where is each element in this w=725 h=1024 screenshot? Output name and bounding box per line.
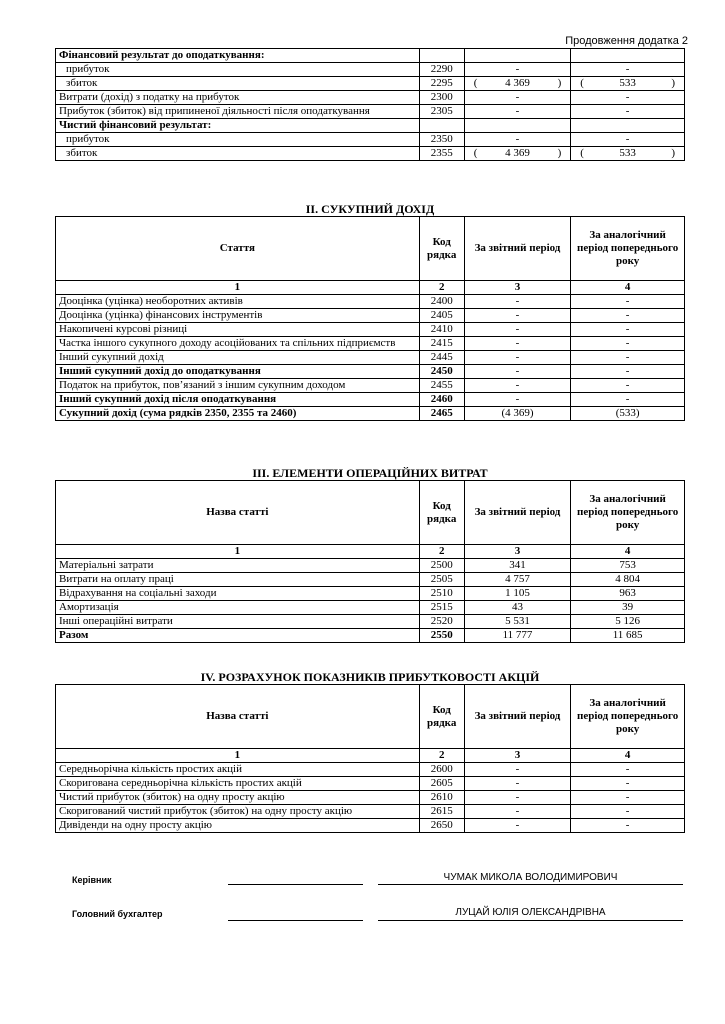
table-row (56, 309, 685, 323)
previous-period-value: (533) (615, 407, 640, 419)
row-label: збиток (56, 147, 420, 161)
current-period-value-cell (464, 49, 571, 63)
col-header-code: Код рядка (419, 685, 464, 749)
row-code: 2505 (419, 573, 464, 587)
previous-period-value-cell (571, 407, 685, 421)
table-row (56, 119, 685, 133)
current-period-value: - (515, 337, 520, 349)
parenthesized-value (574, 77, 681, 90)
table-row (56, 587, 685, 601)
continuation-note: Продовження додатка 2 (565, 35, 688, 47)
close-paren: ) (557, 77, 562, 89)
previous-period-value-cell (571, 337, 685, 351)
current-period-value-cell (464, 629, 571, 643)
col-number: 4 (571, 749, 685, 763)
open-paren: ( (473, 77, 478, 89)
col-number: 4 (571, 281, 685, 295)
row-code: 2650 (419, 819, 464, 833)
col-header-item: Назва статті (56, 685, 420, 749)
previous-period-value: - (625, 351, 630, 363)
previous-period-value-cell (571, 105, 685, 119)
previous-period-value: 39 (622, 601, 634, 613)
row-label: Амортизація (56, 601, 420, 615)
director-label: Керівник (72, 875, 112, 885)
previous-period-value-cell (571, 573, 685, 587)
row-label: Дооцінка (уцінка) фінансових інструментів (56, 309, 420, 323)
current-period-value: - (515, 819, 520, 831)
col-header-previous: За аналогічний період попереднього року (571, 217, 685, 281)
row-label: Дооцінка (уцінка) необоротних активів (56, 295, 420, 309)
current-period-value: - (515, 777, 520, 789)
col-number: 3 (464, 545, 571, 559)
col-header-code: Код рядка (419, 217, 464, 281)
col-number: 1 (56, 545, 420, 559)
current-period-value: - (515, 763, 520, 775)
row-code: 2405 (419, 309, 464, 323)
row-code: 2465 (419, 407, 464, 421)
row-code (419, 119, 464, 133)
previous-period-value-cell (571, 49, 685, 63)
table-row (56, 133, 685, 147)
previous-period-value: - (625, 295, 630, 307)
row-code: 2295 (419, 77, 464, 91)
table-row (56, 777, 685, 791)
col-number: 2 (419, 281, 464, 295)
table-row (56, 147, 685, 161)
previous-period-value-cell (571, 91, 685, 105)
accountant-label: Головний бухгалтер (72, 909, 163, 919)
parenthesized-value (468, 77, 568, 90)
table-row (56, 573, 685, 587)
previous-period-value: - (625, 105, 630, 117)
previous-period-value-cell (571, 791, 685, 805)
col-number: 3 (464, 281, 571, 295)
previous-period-value: - (625, 763, 630, 775)
row-code: 2500 (419, 559, 464, 573)
current-period-value: - (515, 295, 520, 307)
previous-period-value-cell (571, 133, 685, 147)
previous-period-value: - (625, 393, 630, 405)
row-label: прибуток (56, 63, 420, 77)
current-period-value: - (515, 309, 520, 321)
row-code: 2350 (419, 133, 464, 147)
accountant-name-line (378, 920, 683, 921)
row-label: Інші операційні витрати (56, 615, 420, 629)
previous-period-value-cell (571, 805, 685, 819)
previous-period-value: - (625, 791, 630, 803)
previous-period-value: - (625, 337, 630, 349)
row-code: 2400 (419, 295, 464, 309)
current-period-value-cell (464, 407, 571, 421)
row-label: Скоригована середньорічна кількість простих акцій (56, 777, 420, 791)
current-period-value: - (515, 323, 520, 335)
current-period-value: 5 531 (505, 615, 530, 627)
previous-period-value-cell (571, 819, 685, 833)
current-period-value-cell (464, 615, 571, 629)
close-paren: ) (557, 147, 562, 159)
table-row (56, 105, 685, 119)
current-period-value-cell (464, 351, 571, 365)
row-label: Інший сукупний дохід (56, 351, 420, 365)
row-code (419, 49, 464, 63)
current-period-value: 341 (509, 559, 526, 571)
previous-period-value: - (625, 133, 630, 145)
previous-period-value-cell (571, 365, 685, 379)
row-label: Інший сукупний дохід до оподаткування (56, 365, 420, 379)
row-label: збиток (56, 77, 420, 91)
previous-period-value: - (625, 819, 630, 831)
current-period-value-cell (464, 819, 571, 833)
col-number: 1 (56, 749, 420, 763)
current-period-value: - (515, 393, 520, 405)
current-period-value: - (515, 133, 520, 145)
current-period-value-cell (464, 147, 571, 161)
row-label: Податок на прибуток, пов’язаний з іншим сукупним доходом (56, 379, 420, 393)
previous-period-value: - (625, 365, 630, 377)
previous-period-value: - (625, 379, 630, 391)
current-period-value-cell (464, 559, 571, 573)
current-period-value-cell (464, 105, 571, 119)
row-code: 2510 (419, 587, 464, 601)
current-period-value-cell (464, 365, 571, 379)
table-body (56, 559, 685, 643)
current-period-value-cell (464, 323, 571, 337)
close-paren: ) (671, 77, 675, 89)
section-title-comprehensive-income: II. СУКУПНИЙ ДОХІД (305, 202, 435, 216)
current-period-value-cell (464, 763, 571, 777)
current-period-value-cell (464, 587, 571, 601)
row-label: Сукупний дохід (сума рядків 2350, 2355 та 2460) (56, 407, 420, 421)
row-code: 2450 (419, 365, 464, 379)
row-code: 2605 (419, 777, 464, 791)
row-code: 2290 (419, 63, 464, 77)
current-period-value: 4 369 (505, 77, 530, 89)
previous-period-value-cell (571, 119, 685, 133)
table-row (56, 91, 685, 105)
row-code: 2300 (419, 91, 464, 105)
current-period-value-cell (464, 393, 571, 407)
current-period-value: 4 757 (505, 573, 530, 585)
previous-period-value-cell (571, 629, 685, 643)
table-row (56, 323, 685, 337)
previous-period-value-cell (571, 323, 685, 337)
director-signature-line (228, 884, 363, 885)
row-code: 2610 (419, 791, 464, 805)
current-period-value-cell (464, 119, 571, 133)
current-period-value-cell (464, 309, 571, 323)
table-row (56, 615, 685, 629)
col-header-code: Код рядка (419, 481, 464, 545)
row-label: Середньорічна кількість простих акцій (56, 763, 420, 777)
col-number: 4 (571, 545, 685, 559)
accountant-signature-line (228, 920, 363, 921)
row-label: Накопичені курсові різниці (56, 323, 420, 337)
previous-period-value-cell (571, 309, 685, 323)
parenthesized-value (574, 147, 681, 160)
row-label: Дивіденди на одну просту акцію (56, 819, 420, 833)
table-row (56, 351, 685, 365)
row-code: 2460 (419, 393, 464, 407)
table-row (56, 379, 685, 393)
table-body (56, 295, 685, 421)
table-row (56, 791, 685, 805)
row-label: Матеріальні затрати (56, 559, 420, 573)
row-label: Витрати (дохід) з податку на прибуток (56, 91, 420, 105)
open-paren: ( (473, 147, 478, 159)
row-code: 2415 (419, 337, 464, 351)
current-period-value-cell (464, 573, 571, 587)
table-row (56, 365, 685, 379)
row-code: 2520 (419, 615, 464, 629)
current-period-value-cell (464, 77, 571, 91)
parenthesized-value (468, 147, 568, 160)
current-period-value: - (515, 365, 520, 377)
previous-period-value: - (625, 309, 630, 321)
current-period-value-cell (464, 133, 571, 147)
table-row (56, 819, 685, 833)
current-period-value: - (515, 105, 520, 117)
row-code: 2515 (419, 601, 464, 615)
table-row (56, 763, 685, 777)
current-period-value-cell (464, 601, 571, 615)
row-code: 2615 (419, 805, 464, 819)
previous-period-value-cell (571, 147, 685, 161)
current-period-value: (4 369) (501, 407, 534, 419)
row-label: Частка іншого сукупного доходу асоційованих та спільних підприємств (56, 337, 420, 351)
row-code: 2305 (419, 105, 464, 119)
row-label: Прибуток (збиток) від припиненої діяльності після оподаткування (56, 105, 420, 119)
col-number: 3 (464, 749, 571, 763)
current-period-value-cell (464, 805, 571, 819)
previous-period-value-cell (571, 559, 685, 573)
previous-period-value-cell (571, 777, 685, 791)
col-header-item: Стаття (56, 217, 420, 281)
table-row (56, 77, 685, 91)
share-profitability-table (55, 684, 685, 833)
current-period-value: - (515, 379, 520, 391)
current-period-value-cell (464, 379, 571, 393)
open-paren: ( (580, 77, 584, 89)
col-header-current: За звітний період (464, 481, 571, 545)
col-header-previous: За аналогічний період попереднього року (571, 685, 685, 749)
row-label: Чистий фінансовий результат: (56, 119, 420, 133)
previous-period-value: 5 126 (615, 615, 640, 627)
previous-period-value: - (625, 805, 630, 817)
previous-period-value-cell (571, 63, 685, 77)
previous-period-value: 11 685 (612, 629, 643, 641)
previous-period-value-cell (571, 295, 685, 309)
previous-period-value-cell (571, 763, 685, 777)
current-period-value-cell (464, 91, 571, 105)
close-paren: ) (671, 147, 675, 159)
previous-period-value-cell (571, 77, 685, 91)
operating-costs-table (55, 480, 685, 643)
previous-period-value: - (625, 777, 630, 789)
accountant-name: ЛУЦАЙ ЮЛІЯ ОЛЕКСАНДРІВНА (455, 907, 606, 918)
table-row (56, 295, 685, 309)
current-period-value-cell (464, 63, 571, 77)
col-number: 2 (419, 749, 464, 763)
current-period-value-cell (464, 777, 571, 791)
current-period-value-cell (464, 791, 571, 805)
previous-period-value: 4 804 (615, 573, 640, 585)
section-title-operating-costs: III. ЕЛЕМЕНТИ ОПЕРАЦІЙНИХ ВИТРАТ (252, 466, 488, 480)
col-number: 1 (56, 281, 420, 295)
col-header-item: Назва статті (56, 481, 420, 545)
row-label: Витрати на оплату праці (56, 573, 420, 587)
previous-period-value: - (625, 323, 630, 335)
table-row (56, 601, 685, 615)
table-row (56, 559, 685, 573)
director-name-line (378, 884, 683, 885)
table-body (56, 763, 685, 833)
table-row (56, 49, 685, 63)
previous-period-value: 533 (619, 77, 636, 89)
previous-period-value: 533 (619, 147, 636, 159)
current-period-value-cell (464, 295, 571, 309)
row-code: 2355 (419, 147, 464, 161)
previous-period-value-cell (571, 379, 685, 393)
current-period-value: 11 777 (502, 629, 533, 641)
previous-period-value: 963 (619, 587, 636, 599)
current-period-value: 4 369 (505, 147, 530, 159)
current-period-value: - (515, 805, 520, 817)
col-header-current: За звітний період (464, 685, 571, 749)
row-code: 2550 (419, 629, 464, 643)
financial-result-table (55, 48, 685, 161)
current-period-value-cell (464, 337, 571, 351)
previous-period-value: - (625, 91, 630, 103)
section-title-share-profitability: IV. РОЗРАХУНОК ПОКАЗНИКІВ ПРИБУТКОВОСТІ АКЦІЙ (200, 670, 540, 684)
row-code: 2410 (419, 323, 464, 337)
current-period-value: 43 (512, 601, 523, 613)
previous-period-value-cell (571, 393, 685, 407)
table-row (56, 63, 685, 77)
director-name: ЧУМАК МИКОЛА ВОЛОДИМИРОВИЧ (443, 872, 618, 883)
col-number: 2 (419, 545, 464, 559)
previous-period-value: 753 (619, 559, 636, 571)
row-label: Чистий прибуток (збиток) на одну просту акцію (56, 791, 420, 805)
previous-period-value-cell (571, 601, 685, 615)
current-period-value: - (515, 351, 520, 363)
row-label: Скоригований чистий прибуток (збиток) на одну просту акцію (56, 805, 420, 819)
open-paren: ( (580, 147, 584, 159)
current-period-value: - (515, 791, 520, 803)
table-body (56, 49, 685, 161)
current-period-value: - (515, 91, 520, 103)
previous-period-value-cell (571, 587, 685, 601)
row-code: 2600 (419, 763, 464, 777)
previous-period-value-cell (571, 351, 685, 365)
row-label: Відрахування на соціальні заходи (56, 587, 420, 601)
previous-period-value-cell (571, 615, 685, 629)
row-code: 2455 (419, 379, 464, 393)
row-label: Інший сукупний дохід після оподаткування (56, 393, 420, 407)
col-header-previous: За аналогічний період попереднього року (571, 481, 685, 545)
row-code: 2445 (419, 351, 464, 365)
table-row (56, 393, 685, 407)
table-row (56, 337, 685, 351)
comprehensive-income-table (55, 216, 685, 421)
row-label: прибуток (56, 133, 420, 147)
row-label: Фінансовий результат до оподаткування: (56, 49, 420, 63)
table-row (56, 805, 685, 819)
current-period-value: 1 105 (505, 587, 530, 599)
previous-period-value: - (625, 63, 630, 75)
table-row (56, 629, 685, 643)
table-row (56, 407, 685, 421)
row-label: Разом (56, 629, 420, 643)
current-period-value: - (515, 63, 520, 75)
col-header-current: За звітний період (464, 217, 571, 281)
